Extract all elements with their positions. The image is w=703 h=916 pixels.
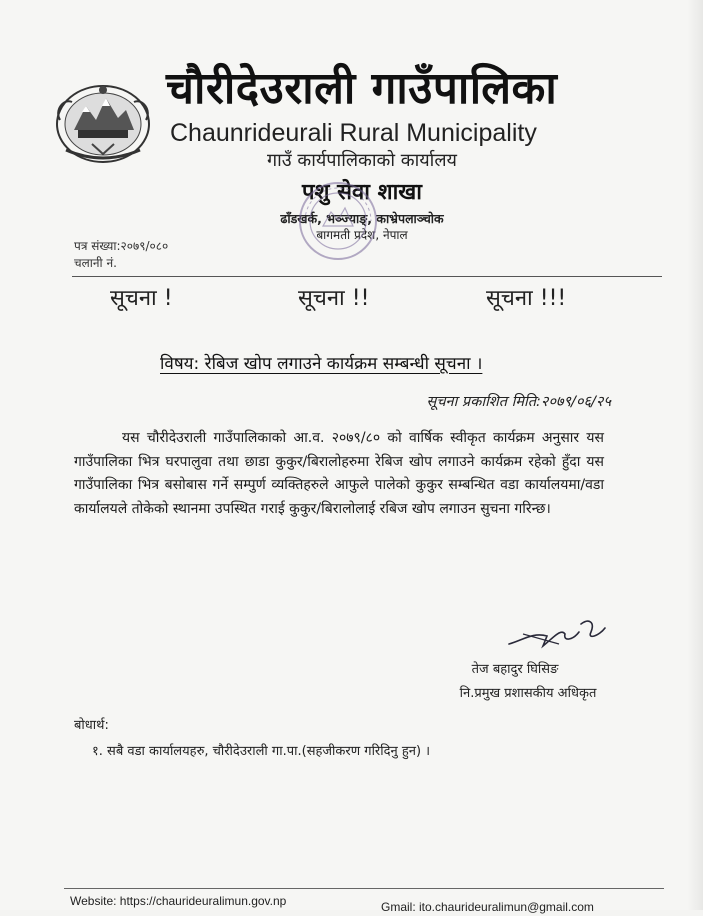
letter-reference (74, 238, 168, 272)
footer-divider (64, 888, 664, 889)
published-date: सूचना प्रकाशित मिति:२०७९/०६/२५ (426, 394, 611, 410)
notice-heading-3: सूचना !!! (486, 286, 567, 311)
subject-line: विषय: रेबिज खोप लगाउने कार्यक्रम सम्बन्धी सूचना । (160, 354, 483, 374)
page-edge-shadow (687, 0, 703, 910)
notice-heading-2: सूचना !! (298, 286, 370, 311)
handwritten-signature-icon (503, 610, 613, 654)
signatory-name: तेज बहादुर घिसिङ (471, 662, 559, 677)
government-emblem-icon (52, 80, 154, 168)
footer-website: Website: https://chaurideuralimun.gov.np (70, 894, 287, 908)
address-line-2: बागमती प्रदेश, नेपाल (316, 228, 408, 242)
cc-heading: बोधार्थ: (74, 718, 109, 733)
notice-body: यस चौरीदेउराली गाउँपालिकाको आ.व. २०७९/८० को वार्षिक स्वीकृत कार्यक्रम अनुसार यस गाउँपालिका भित्र घरपालुवा तथा छाडा कुकुर/बिरालोहरुमा रेबिज खोप लगाउने कार्यक्रम रहेको हुँदा यस गाउँपालिका भित्र बसोबास गर्ने सम्पुर्ण व्यक्तिहरुले आफुले पालेको कुकुर सम्बन्धित वडा कार्यालयमा/वडा कार्यालयले तोकेको स्थानमा उपस्थित गराई कुकुर/बिरालोलाई रबिज खोप लगाउन सुचना गरिन्छ। (74, 430, 604, 517)
branch-name: पशु सेवा शाखा (302, 180, 422, 205)
municipality-title-english: Chaunrideurali Rural Municipality (170, 119, 537, 147)
cc-item: १. सबै वडा कार्यालयहरु, चौरीदेउराली गा.पा.(सहजीकरण गरिदिनु हुन) । (92, 744, 431, 759)
office-stamp-icon (295, 178, 381, 264)
footer-gmail: Gmail: ito.chaurideuralimun@gmail.com (381, 900, 594, 914)
header-divider (72, 276, 662, 277)
municipality-title-nepali: चौरीदेउराली गाउँपालिका (166, 63, 558, 114)
signatory-title: नि.प्रमुख प्रशासकीय अधिकृत (459, 686, 597, 701)
address-line-1: ढाँडखर्क, भञ्ज्याङ्, काभ्रेपलाञ्चोक (280, 211, 444, 226)
letter-number: पत्र संख्या:२०७९/०८० (74, 239, 169, 253)
notice-heading-1: सूचना ! (110, 286, 173, 311)
office-name: गाउँ कार्यपालिकाको कार्यालय (267, 150, 457, 171)
dispatch-number: चलानी नं. (74, 256, 117, 270)
